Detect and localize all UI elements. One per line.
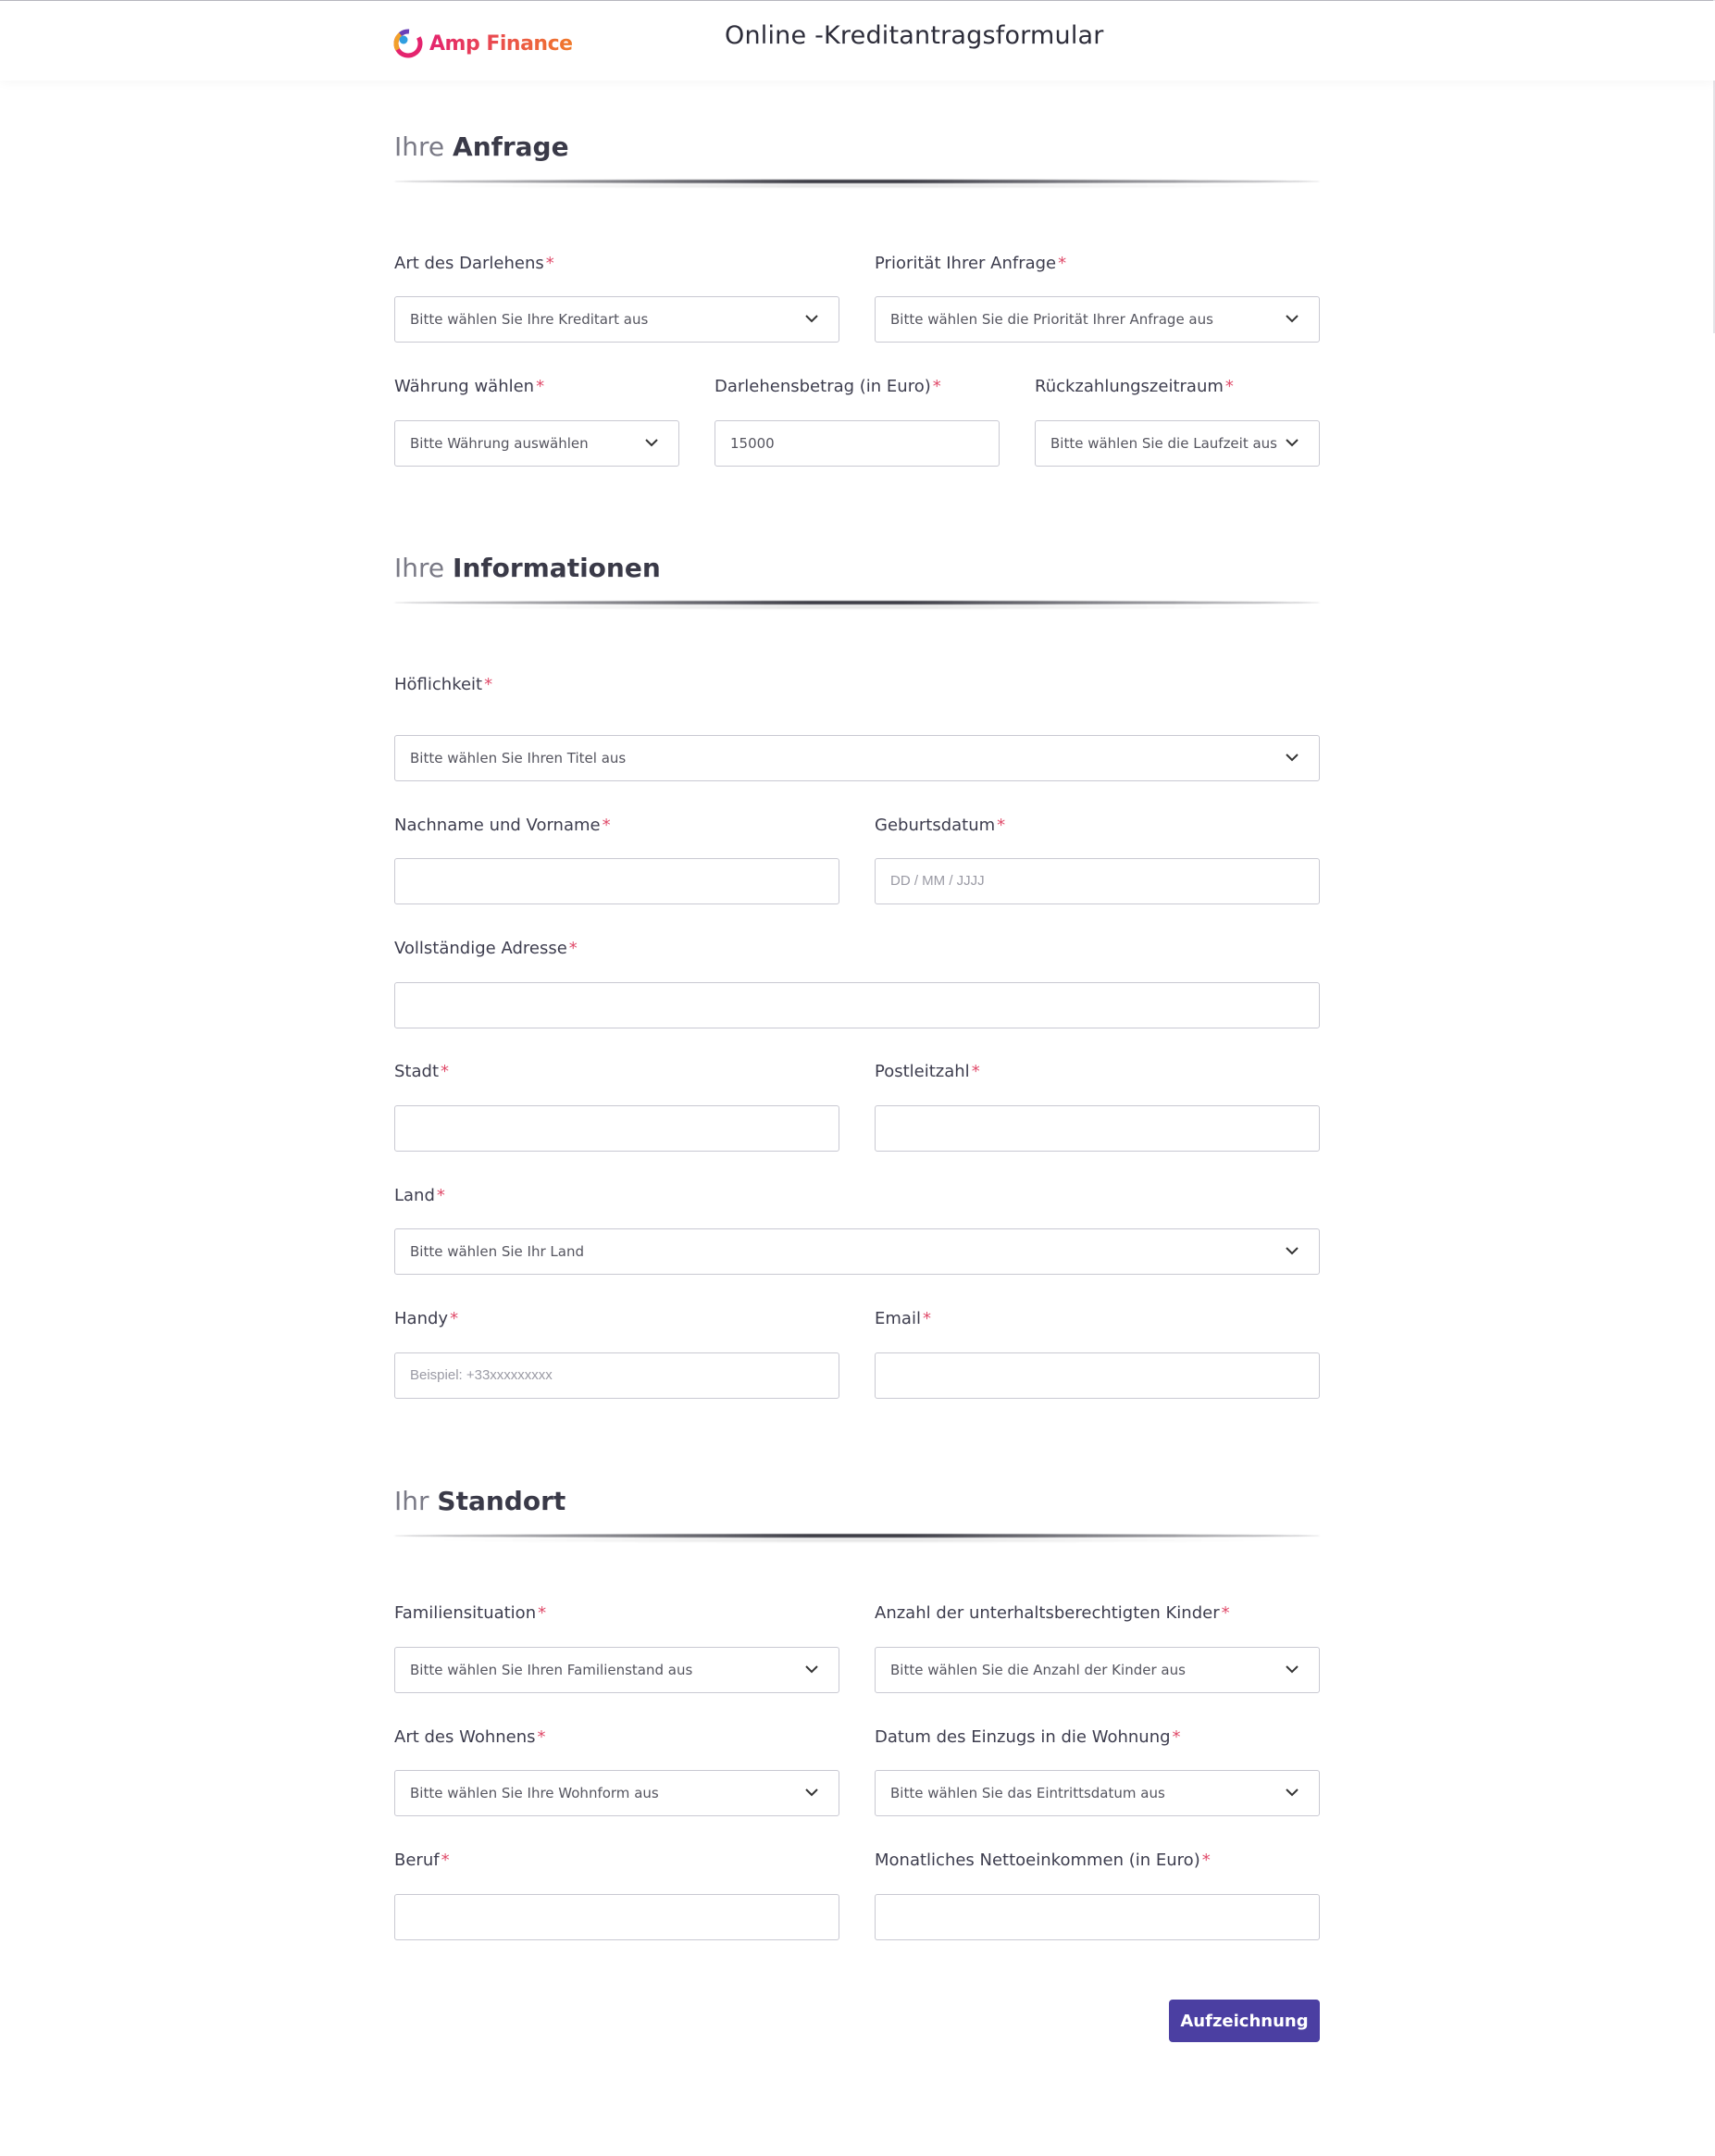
birthdate-placeholder: DD / MM / JJJJ bbox=[890, 873, 985, 889]
chevron-down-icon bbox=[1284, 310, 1300, 327]
amount-value: 15000 bbox=[730, 435, 775, 452]
section-title-prefix: Ihr bbox=[394, 1486, 429, 1516]
label-birthdate: Geburtsdatum * bbox=[875, 816, 1006, 835]
section-title-prefix: Ihre bbox=[394, 131, 445, 162]
section-title-strong: Informationen bbox=[453, 553, 661, 583]
loan-type-select[interactable] bbox=[394, 296, 839, 343]
logo-text: Amp Finance bbox=[429, 31, 573, 56]
family-select[interactable] bbox=[394, 1647, 839, 1693]
label-city: Stadt * bbox=[394, 1062, 449, 1081]
mobile-placeholder: Beispiel: +33xxxxxxxxx bbox=[410, 1367, 553, 1383]
chevron-down-icon bbox=[643, 434, 660, 451]
section-title-prefix: Ihre bbox=[394, 553, 445, 583]
chevron-down-icon bbox=[1284, 1784, 1300, 1801]
page-title: Online -Kreditantragsformular bbox=[725, 21, 1104, 50]
chevron-down-icon bbox=[803, 1784, 820, 1801]
housing-select[interactable] bbox=[394, 1770, 839, 1816]
chevron-down-icon bbox=[803, 1661, 820, 1677]
children-select[interactable] bbox=[875, 1647, 1320, 1693]
label-move-in: Datum des Einzugs in die Wohnung * bbox=[875, 1727, 1181, 1747]
label-zip: Postleitzahl * bbox=[875, 1062, 980, 1081]
section-title-anfrage bbox=[394, 131, 569, 162]
currency-value: Bitte Währung auswählen bbox=[410, 435, 589, 452]
term-select[interactable] bbox=[1035, 420, 1320, 467]
currency-select[interactable] bbox=[394, 420, 679, 467]
chevron-down-icon bbox=[1284, 1661, 1300, 1677]
move-in-value: Bitte wählen Sie das Eintrittsdatum aus bbox=[890, 1785, 1165, 1801]
label-priority: Priorität Ihrer Anfrage * bbox=[875, 254, 1067, 273]
label-housing: Art des Wohnens * bbox=[394, 1727, 546, 1747]
label-loan-type: Art des Darlehens * bbox=[394, 254, 554, 273]
name-input[interactable] bbox=[394, 858, 839, 904]
email-input[interactable] bbox=[875, 1352, 1320, 1399]
birthdate-input[interactable] bbox=[875, 858, 1320, 904]
courtesy-value: Bitte wählen Sie Ihren Titel aus bbox=[410, 750, 627, 766]
label-courtesy: Höflichkeit * bbox=[394, 675, 493, 694]
city-input[interactable] bbox=[394, 1105, 839, 1152]
label-children: Anzahl der unterhaltsberechtigten Kinder * bbox=[875, 1603, 1230, 1623]
country-select[interactable] bbox=[394, 1228, 1320, 1275]
section-title-strong: Anfrage bbox=[453, 131, 569, 162]
section-divider bbox=[394, 1534, 1320, 1538]
housing-value: Bitte wählen Sie Ihre Wohnform aus bbox=[410, 1785, 659, 1801]
amount-input[interactable] bbox=[715, 420, 1000, 467]
mobile-input[interactable] bbox=[394, 1352, 839, 1399]
loan-type-value: Bitte wählen Sie Ihre Kreditart aus bbox=[410, 311, 649, 328]
chevron-down-icon bbox=[1284, 749, 1300, 766]
page-header bbox=[0, 1, 1715, 81]
move-in-select[interactable] bbox=[875, 1770, 1320, 1816]
label-currency: Währung wählen * bbox=[394, 377, 545, 396]
submit-button[interactable]: Aufzeichnung bbox=[1169, 2000, 1320, 2042]
zip-input[interactable] bbox=[875, 1105, 1320, 1152]
section-title-informationen bbox=[394, 553, 661, 583]
label-term: Rückzahlungszeitraum * bbox=[1035, 377, 1234, 396]
country-value: Bitte wählen Sie Ihr Land bbox=[410, 1243, 584, 1260]
logo[interactable] bbox=[392, 27, 573, 60]
address-input[interactable] bbox=[394, 982, 1320, 1028]
income-input[interactable] bbox=[875, 1894, 1320, 1940]
section-divider bbox=[394, 180, 1320, 183]
label-family: Familiensituation * bbox=[394, 1603, 547, 1623]
courtesy-select[interactable] bbox=[394, 735, 1320, 781]
label-name: Nachname und Vorname * bbox=[394, 816, 611, 835]
section-divider bbox=[394, 601, 1320, 604]
label-address: Vollständige Adresse * bbox=[394, 939, 578, 958]
chevron-down-icon bbox=[803, 310, 820, 327]
chevron-down-icon bbox=[1284, 1242, 1300, 1259]
section-title-standort bbox=[394, 1486, 565, 1516]
job-input[interactable] bbox=[394, 1894, 839, 1940]
label-country: Land * bbox=[394, 1186, 445, 1205]
family-value: Bitte wählen Sie Ihren Familienstand aus bbox=[410, 1662, 693, 1678]
logo-icon bbox=[392, 28, 424, 59]
label-job: Beruf * bbox=[394, 1851, 450, 1870]
label-income: Monatliches Nettoeinkommen (in Euro) * bbox=[875, 1851, 1211, 1870]
children-value: Bitte wählen Sie die Anzahl der Kinder aus bbox=[890, 1662, 1186, 1678]
section-title-strong: Standort bbox=[437, 1486, 566, 1516]
priority-value: Bitte wählen Sie die Priorität Ihrer Anfrage aus bbox=[890, 311, 1213, 328]
label-amount: Darlehensbetrag (in Euro) * bbox=[715, 377, 941, 396]
chevron-down-icon bbox=[1284, 434, 1300, 451]
label-mobile: Handy * bbox=[394, 1309, 459, 1328]
term-value: Bitte wählen Sie die Laufzeit aus bbox=[1050, 435, 1277, 452]
label-email: Email * bbox=[875, 1309, 931, 1328]
priority-select[interactable] bbox=[875, 296, 1320, 343]
